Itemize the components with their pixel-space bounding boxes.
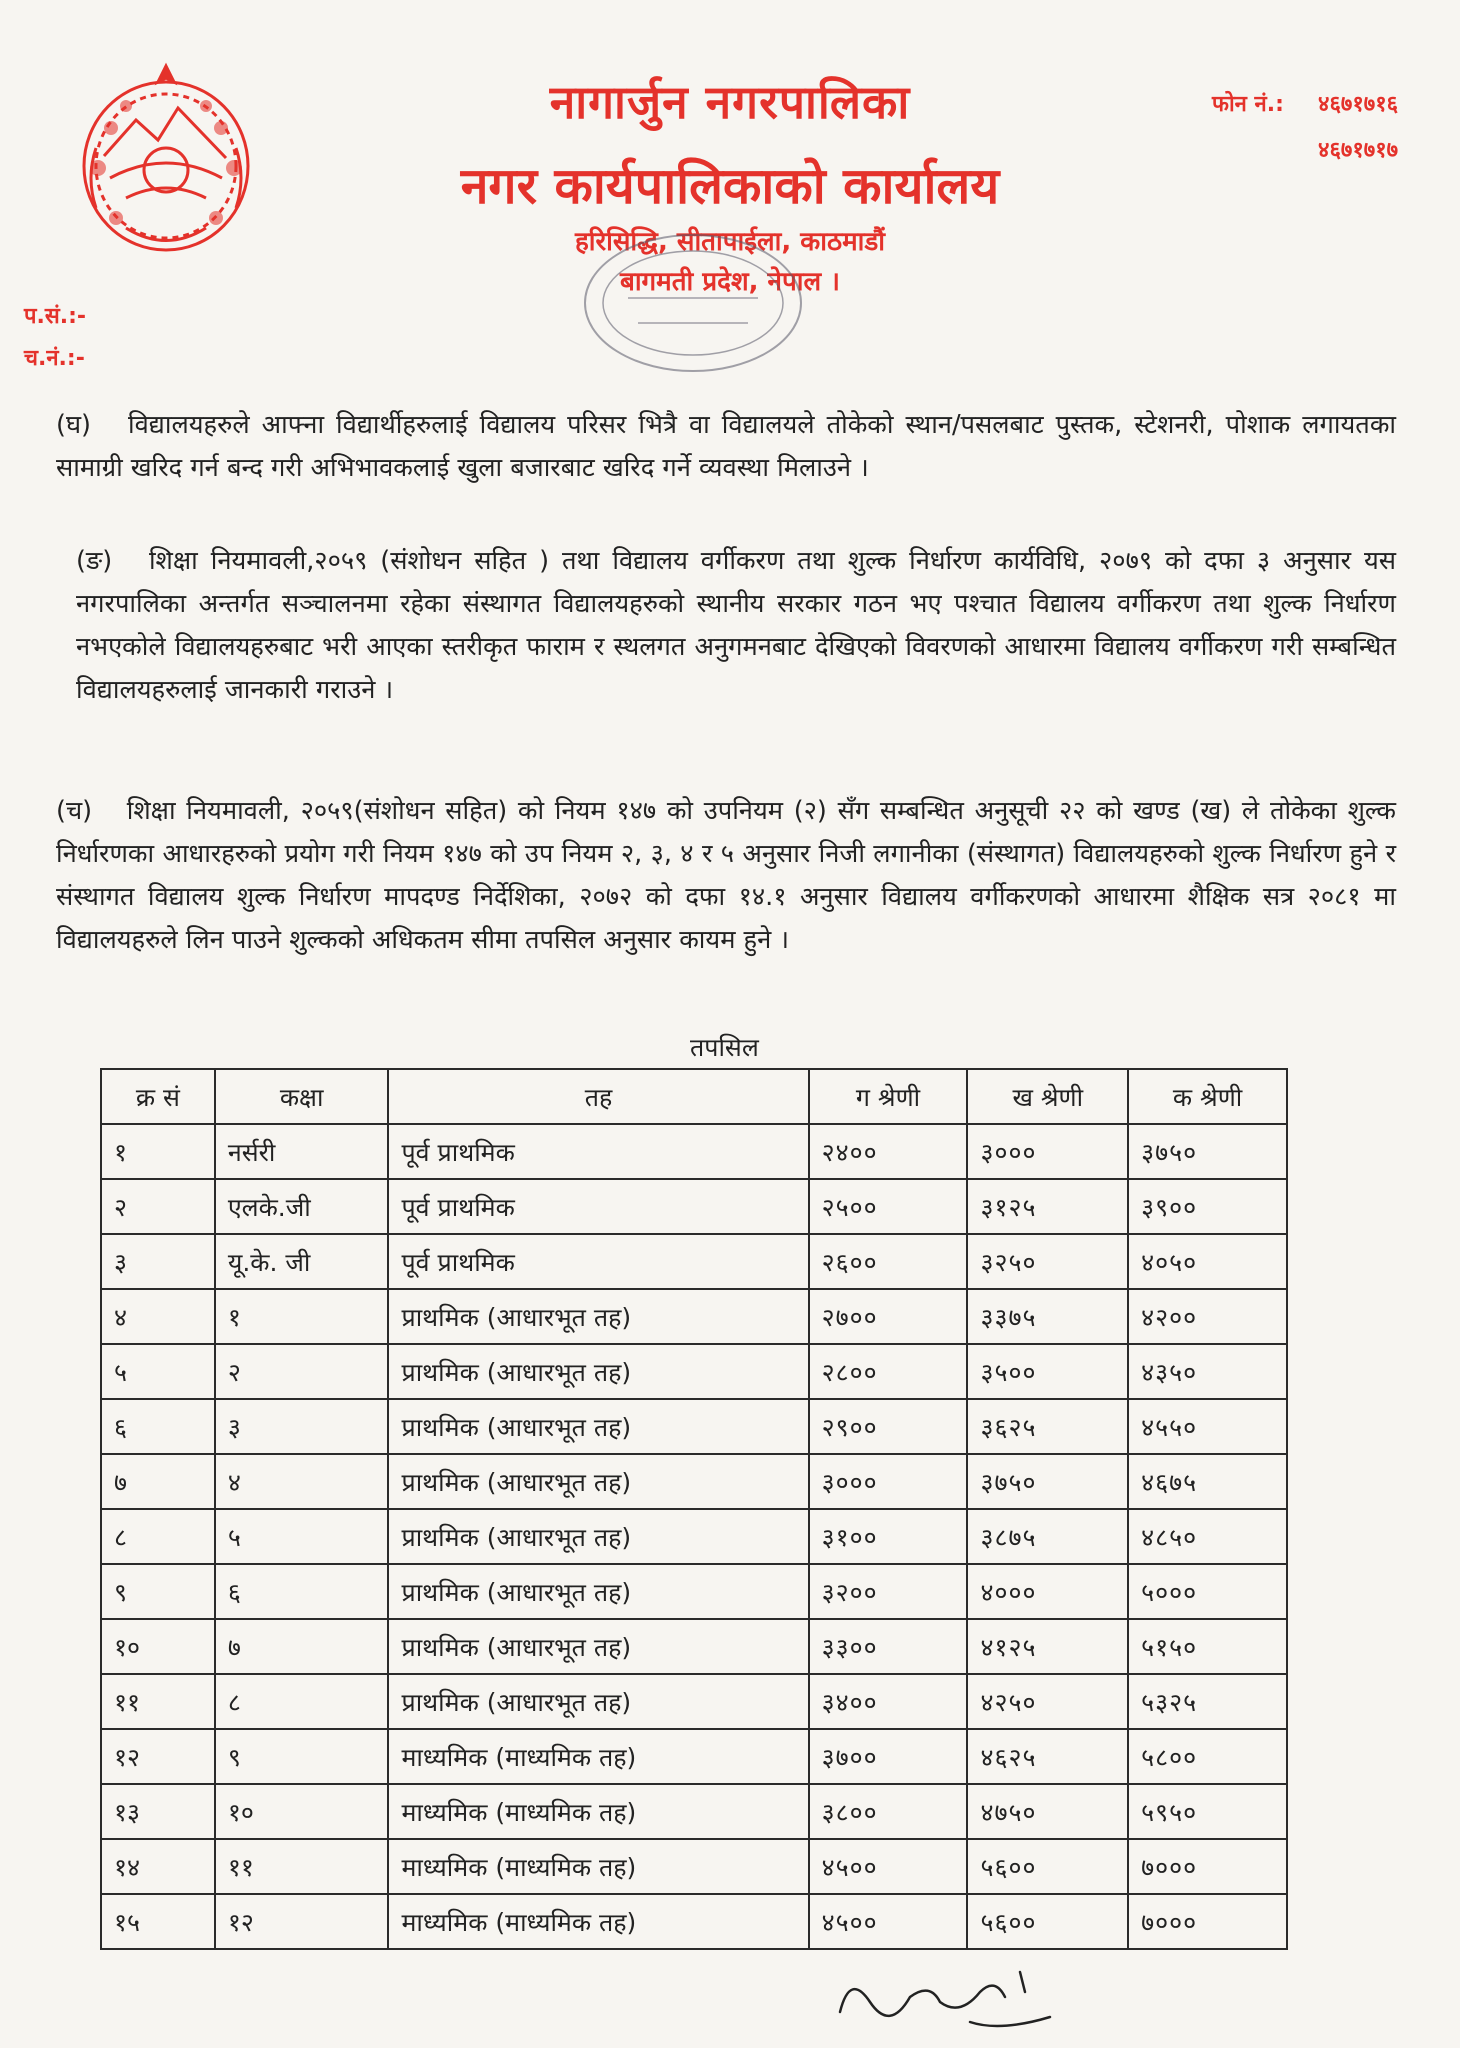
cell-grade-ga: २८००	[809, 1344, 968, 1399]
cell-class: १	[215, 1289, 389, 1344]
table-caption: तपसिल	[690, 1033, 759, 1062]
cell-grade-kha: ३५००	[967, 1344, 1128, 1399]
table-row	[101, 1894, 1287, 1949]
table-row	[101, 1289, 1287, 1344]
cell-grade-ga: ३०००	[809, 1454, 968, 1509]
cell-serial: १५	[101, 1894, 215, 1949]
nepal-emblem-icon	[66, 58, 266, 268]
cell-level: प्राथमिक (आधारभूत तह)	[388, 1564, 808, 1619]
cell-grade-ga: ३१००	[809, 1509, 968, 1564]
cell-serial: ११	[101, 1674, 215, 1729]
phone-number-1: ४६७१७१६	[1318, 92, 1399, 117]
cell-level: पूर्व प्राथमिक	[388, 1234, 808, 1289]
cell-grade-ka: ५१५०	[1128, 1619, 1287, 1674]
paragraph-gha	[56, 404, 1396, 490]
cell-serial: ८	[101, 1509, 215, 1564]
cell-class: ४	[215, 1454, 389, 1509]
cell-serial: ५	[101, 1344, 215, 1399]
table-row	[101, 1619, 1287, 1674]
cell-serial: १२	[101, 1729, 215, 1784]
cell-grade-ga: २५००	[809, 1179, 968, 1234]
cell-level: प्राथमिक (आधारभूत तह)	[388, 1619, 808, 1674]
office-name: नगर कार्यपालिकाको कार्यालय	[460, 157, 1000, 215]
cell-serial: ३	[101, 1234, 215, 1289]
paragraph-text: शिक्षा नियमावली,२०५९ (संशोधन सहित ) तथा विद्यालय वर्गीकरण तथा शुल्क निर्धारण कार्यविधि, २०७९ को दफा ३ अनुसार यस नगरपालिका अन्तर्गत सञ्चालनमा रहेका संस्थागत विद्यालयहरुको स्थानीय सरकार गठन भए पश्चात विद्यालय वर्गीकरण तथा शुल्क निर्धारण नभएकोले विद्यालयहरुबाट भरी आएका स्तरीकृत फाराम र स्थलगत अनुगमनबाट देखिएको विवरणको आधारमा विद्यालय वर्गीकरण गरी सम्बन्धित विद्यालयहरुलाई जानकारी गराउने ।	[76, 546, 1396, 705]
table-body	[101, 1124, 1287, 1949]
cell-grade-ga: ३७००	[809, 1729, 968, 1784]
cell-class: २	[215, 1344, 389, 1399]
dispatch-number-label: च.नं.:-	[24, 346, 85, 371]
cell-grade-ka: ५९५०	[1128, 1784, 1287, 1839]
paragraph-marker: (घ)	[56, 410, 91, 440]
cell-class: ७	[215, 1619, 389, 1674]
table-row	[101, 1234, 1287, 1289]
table-row	[101, 1564, 1287, 1619]
cell-grade-ka: ३९००	[1128, 1179, 1287, 1234]
table-row	[101, 1784, 1287, 1839]
cell-serial: २	[101, 1179, 215, 1234]
cell-grade-ga: २४००	[809, 1124, 968, 1179]
cell-grade-ga: ४५००	[809, 1839, 968, 1894]
header-grade-ga: ग श्रेणी	[809, 1069, 968, 1124]
cell-grade-kha: ५६००	[967, 1894, 1128, 1949]
organization-name: नागार्जुन नगरपालिका	[549, 75, 911, 129]
address-line-2: बागमती प्रदेश, नेपाल ।	[619, 267, 841, 297]
cell-grade-ga: ३२००	[809, 1564, 968, 1619]
cell-class: ६	[215, 1564, 389, 1619]
cell-grade-ka: ४३५०	[1128, 1344, 1287, 1399]
paragraph-cha	[56, 790, 1396, 962]
cell-class: नर्सरी	[215, 1124, 389, 1179]
cell-grade-kha: ३३७५	[967, 1289, 1128, 1344]
table-row	[101, 1839, 1287, 1894]
cell-level: माध्यमिक (माध्यमिक तह)	[388, 1784, 808, 1839]
address-line-1: हरिसिद्धि, सीतापाईला, काठमाडौं	[574, 227, 886, 257]
cell-class: १२	[215, 1894, 389, 1949]
cell-grade-ga: ३४००	[809, 1674, 968, 1729]
cell-grade-ga: ३३००	[809, 1619, 968, 1674]
cell-grade-kha: ३८७५	[967, 1509, 1128, 1564]
cell-serial: ९	[101, 1564, 215, 1619]
cell-grade-kha: ४२५०	[967, 1674, 1128, 1729]
table-row	[101, 1399, 1287, 1454]
cell-grade-kha: ३२५०	[967, 1234, 1128, 1289]
header-grade-ka: क श्रेणी	[1128, 1069, 1287, 1124]
cell-serial: १०	[101, 1619, 215, 1674]
cell-grade-kha: ३०००	[967, 1124, 1128, 1179]
table-row	[101, 1344, 1287, 1399]
cell-serial: ७	[101, 1454, 215, 1509]
cell-class: ३	[215, 1399, 389, 1454]
fee-table	[100, 1068, 1288, 1950]
table-row	[101, 1454, 1287, 1509]
reference-number-label: प.सं.:-	[24, 304, 87, 329]
cell-grade-kha: ५६००	[967, 1839, 1128, 1894]
paragraph-marker: (च)	[56, 796, 93, 826]
table-row	[101, 1124, 1287, 1179]
cell-serial: १	[101, 1124, 215, 1179]
cell-grade-ga: २६००	[809, 1234, 968, 1289]
cell-grade-ka: ४६७५	[1128, 1454, 1287, 1509]
paragraph-marker: (ङ)	[76, 546, 113, 576]
cell-grade-ka: ४८५०	[1128, 1509, 1287, 1564]
paragraph-nga	[76, 540, 1396, 712]
cell-grade-ka: ५३२५	[1128, 1674, 1287, 1729]
cell-level: पूर्व प्राथमिक	[388, 1124, 808, 1179]
cell-level: माध्यमिक (माध्यमिक तह)	[388, 1729, 808, 1784]
handwritten-signature-icon	[820, 1962, 1080, 2042]
cell-level: माध्यमिक (माध्यमिक तह)	[388, 1839, 808, 1894]
cell-grade-ga: ३८००	[809, 1784, 968, 1839]
cell-grade-kha: ४१२५	[967, 1619, 1128, 1674]
cell-grade-ka: ४५५०	[1128, 1399, 1287, 1454]
cell-level: प्राथमिक (आधारभूत तह)	[388, 1399, 808, 1454]
cell-serial: ४	[101, 1289, 215, 1344]
cell-class: ९	[215, 1729, 389, 1784]
cell-grade-kha: ४७५०	[967, 1784, 1128, 1839]
cell-grade-ka: ७०००	[1128, 1839, 1287, 1894]
cell-grade-kha: ३१२५	[967, 1179, 1128, 1234]
table-row	[101, 1179, 1287, 1234]
cell-level: प्राथमिक (आधारभूत तह)	[388, 1509, 808, 1564]
cell-level: प्राथमिक (आधारभूत तह)	[388, 1674, 808, 1729]
cell-grade-ka: ५०००	[1128, 1564, 1287, 1619]
cell-serial: १३	[101, 1784, 215, 1839]
header-level: तह	[388, 1069, 808, 1124]
cell-grade-kha: ४६२५	[967, 1729, 1128, 1784]
phone-label: फोन नं.:	[1212, 92, 1284, 117]
paragraph-text: विद्यालयहरुले आफ्ना विद्यार्थीहरुलाई विद्यालय परिसर भित्रै वा विद्यालयले तोकेको स्थान/पसलबाट पुस्तक, स्टेशनरी, पोशाक लगायतका सामाग्री खरिद गर्न बन्द गरी अभिभावकलाई खुला बजारबाट खरिद गर्ने व्यवस्था मिलाउने ।	[56, 410, 1397, 483]
table-row	[101, 1729, 1287, 1784]
cell-class: ५	[215, 1509, 389, 1564]
cell-class: ११	[215, 1839, 389, 1894]
paragraph-text: शिक्षा नियमावली, २०५९(संशोधन सहित) को नियम १४७ को उपनियम (२) सँग सम्बन्धित अनुसूची २२ को खण्ड (ख) ले तोकेका शुल्क निर्धारणका आधारहरुको प्रयोग गरी नियम १४७ को उप नियम २, ३, ४ र ५ अनुसार निजी लगानीका (संस्थागत) विद्यालयहरुको शुल्क निर्धारण हुने र संस्थागत विद्यालय शुल्क निर्धारण मापदण्ड निर्देशिका, २०७२ को दफा १४.१ अनुसार विद्यालय वर्गीकरणको आधारमा शैक्षिक सत्र २०८१ मा विद्यालयहरुले लिन पाउने शुल्कको अधिकतम सीमा तपसिल अनुसार कायम हुने ।	[56, 796, 1396, 955]
cell-grade-kha: ३७५०	[967, 1454, 1128, 1509]
header-class: कक्षा	[215, 1069, 389, 1124]
cell-serial: १४	[101, 1839, 215, 1894]
cell-level: प्राथमिक (आधारभूत तह)	[388, 1289, 808, 1344]
cell-class: ८	[215, 1674, 389, 1729]
table-header-row	[101, 1069, 1287, 1124]
table-row	[101, 1509, 1287, 1564]
cell-grade-ga: २९००	[809, 1399, 968, 1454]
cell-grade-ka: ४०५०	[1128, 1234, 1287, 1289]
table-row	[101, 1674, 1287, 1729]
header-serial: क्र सं	[101, 1069, 215, 1124]
cell-level: माध्यमिक (माध्यमिक तह)	[388, 1894, 808, 1949]
cell-grade-ga: ४५००	[809, 1894, 968, 1949]
cell-level: प्राथमिक (आधारभूत तह)	[388, 1454, 808, 1509]
cell-grade-ka: ७०००	[1128, 1894, 1287, 1949]
cell-grade-ka: ५८००	[1128, 1729, 1287, 1784]
cell-level: प्राथमिक (आधारभूत तह)	[388, 1344, 808, 1399]
cell-class: एलके.जी	[215, 1179, 389, 1234]
cell-grade-ka: ३७५०	[1128, 1124, 1287, 1179]
cell-grade-kha: ३६२५	[967, 1399, 1128, 1454]
cell-level: पूर्व प्राथमिक	[388, 1179, 808, 1234]
office-stamp-icon	[578, 228, 808, 378]
cell-grade-kha: ४०००	[967, 1564, 1128, 1619]
cell-class: १०	[215, 1784, 389, 1839]
cell-class: यू.के. जी	[215, 1234, 389, 1289]
cell-grade-ga: २७००	[809, 1289, 968, 1344]
cell-grade-ka: ४२००	[1128, 1289, 1287, 1344]
header-grade-kha: ख श्रेणी	[967, 1069, 1128, 1124]
phone-number-2: ४६७१७१७	[1318, 138, 1399, 163]
cell-serial: ६	[101, 1399, 215, 1454]
